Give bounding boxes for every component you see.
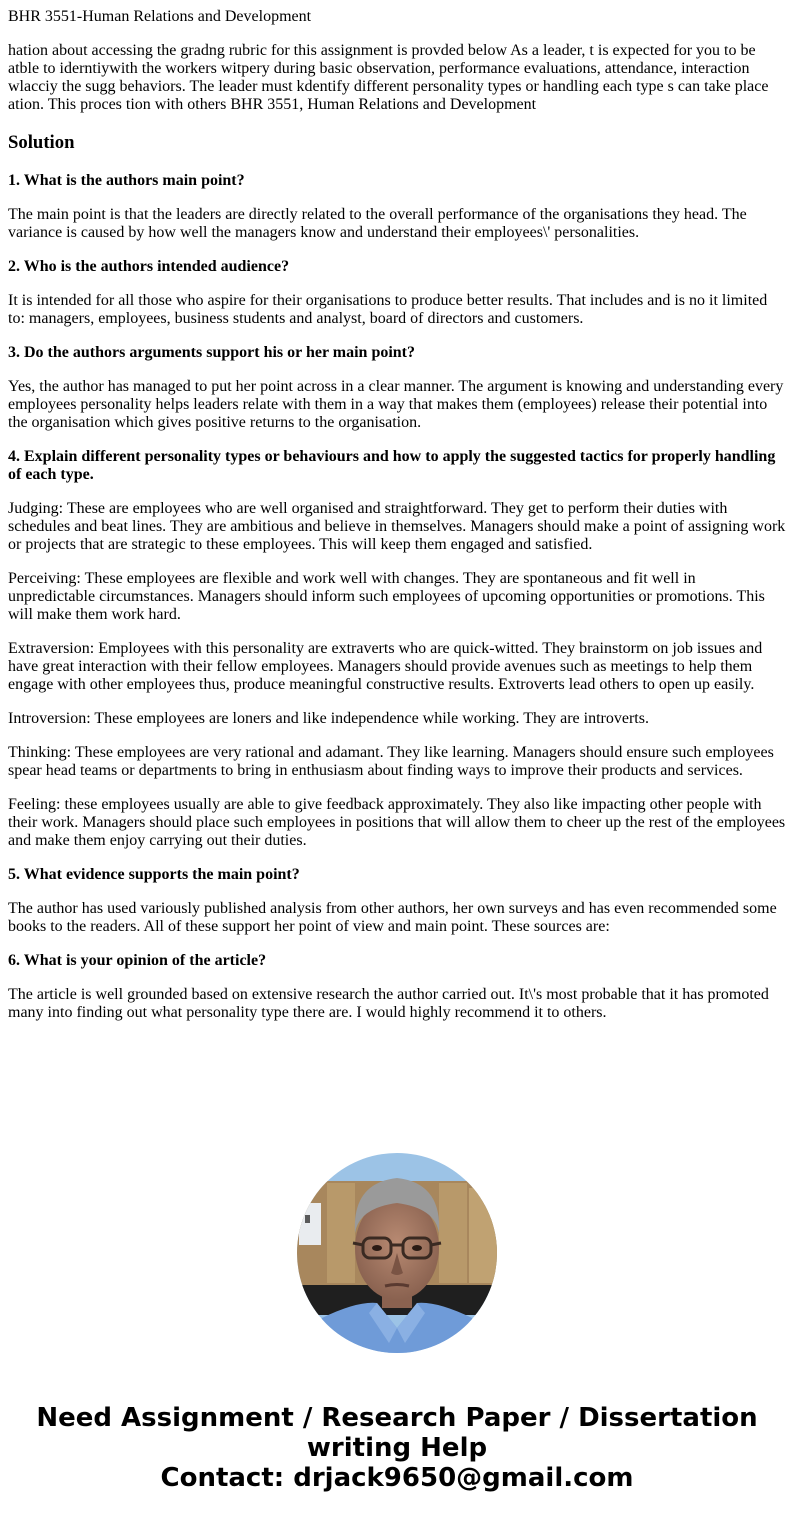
- answer-paragraph: It is intended for all those who aspire for their organisations to produce better results. That includes and is no it limited to: managers, employees, business students and analyst, board of directors and customers.: [8, 292, 768, 327]
- intro-paragraph: hation about accessing the gradng rubric for this assignment is provded below As a leader, t is expected for you to be atble to iderntiywith the workers witpery during basic observation, performance evaluations, attendance, interaction wlacciy the sugg behaviors. The leader must kdentify different personality types or handling each type s can take place ation. This proces tion with others BHR 3551, Human Relations and Development: [8, 42, 769, 113]
- question-1: [8, 172, 786, 242]
- promo-line-1: Need Assignment / Research Paper / Dissertation: [36, 1403, 758, 1433]
- answer-paragraph: The main point is that the leaders are directly related to the overall performance of the organisations they head. The variance is caused by how well the managers know and understand their employees\' personalities.: [8, 206, 747, 241]
- answer-paragraph: The author has used variously published analysis from other authors, her own surveys and has even recommended some books to the readers. All of these support her point of view and main point. These sources are:: [8, 900, 777, 935]
- answer-extraversion: Extraversion: Employees with this personality are extraverts who are quick-witted. They brainstorm on job issues and have great interaction with their fellow employees. Managers should provide avenues such as meetings to help them engage with other employees thus, produce meaningful constructive results. Extroverts lead others to open up easily.: [8, 640, 763, 693]
- question-heading: 3. Do the authors arguments support his or her main point?: [8, 344, 416, 361]
- question-2: [8, 258, 786, 328]
- promo-banner: [0, 1403, 794, 1493]
- promo-line-2: writing Help: [306, 1433, 488, 1463]
- answer-thinking: Thinking: These employees are very rational and adamant. They like learning. Managers should ensure such employees spear head teams or departments to bring in enthusiasm about finding ways to improve their products and services.: [8, 744, 774, 779]
- answer-paragraph: Yes, the author has managed to put her point across in a clear manner. The argument is knowing and understanding every employees personality helps leaders relate with them in a way that makes them (employees) release their potential into the organisation which gives positive returns to the organisation.: [8, 378, 784, 431]
- answer-perceiving: Perceiving: These employees are flexible and work well with changes. They are spontaneous and fit well in unpredictable circumstances. Managers should inform such employees of upcoming opportunities or promotions. This will make them work hard.: [8, 570, 765, 623]
- person-photo-icon: [297, 1153, 497, 1353]
- question-heading: 6. What is your opinion of the article?: [8, 952, 267, 969]
- question-3: [8, 344, 786, 432]
- document-title: BHR 3551-Human Relations and Development: [8, 8, 312, 25]
- question-heading: 1. What is the authors main point?: [8, 172, 245, 189]
- answer-judging: Judging: These are employees who are well organised and straightforward. They get to perform their duties with schedules and beat lines. They are ambitious and believe in themselves. Managers should make a point of assigning work or projects that are strategic to these employees. This will keep them engaged and satisfied.: [8, 500, 786, 553]
- answer-feeling: Feeling: these employees usually are able to give feedback approximately. They also like impacting other people with their work. Managers should place such employees in positions that will allow them to cheer up the rest of the employees and make them enjoy carrying out their duties.: [8, 796, 786, 849]
- solution-heading: Solution: [8, 132, 75, 153]
- question-5: [8, 866, 786, 936]
- question-4: [8, 448, 786, 850]
- avatar: [297, 1153, 497, 1353]
- question-6: [8, 952, 786, 1022]
- question-heading: 5. What evidence supports the main point?: [8, 866, 300, 883]
- promo-contact: Contact: drjack9650@gmail.com: [160, 1463, 634, 1493]
- answer-introversion: Introversion: These employees are loners and like independence while working. They are introverts.: [8, 710, 649, 727]
- answer-paragraph: The article is well grounded based on extensive research the author carried out. It\'s most probable that it has promoted many into finding out what personality type there are. I would highly recommend it to others.: [8, 986, 769, 1021]
- question-heading: 2. Who is the authors intended audience?: [8, 258, 290, 275]
- question-heading: 4. Explain different personality types or behaviours and how to apply the suggested tactics for properly handling of each type.: [8, 448, 776, 483]
